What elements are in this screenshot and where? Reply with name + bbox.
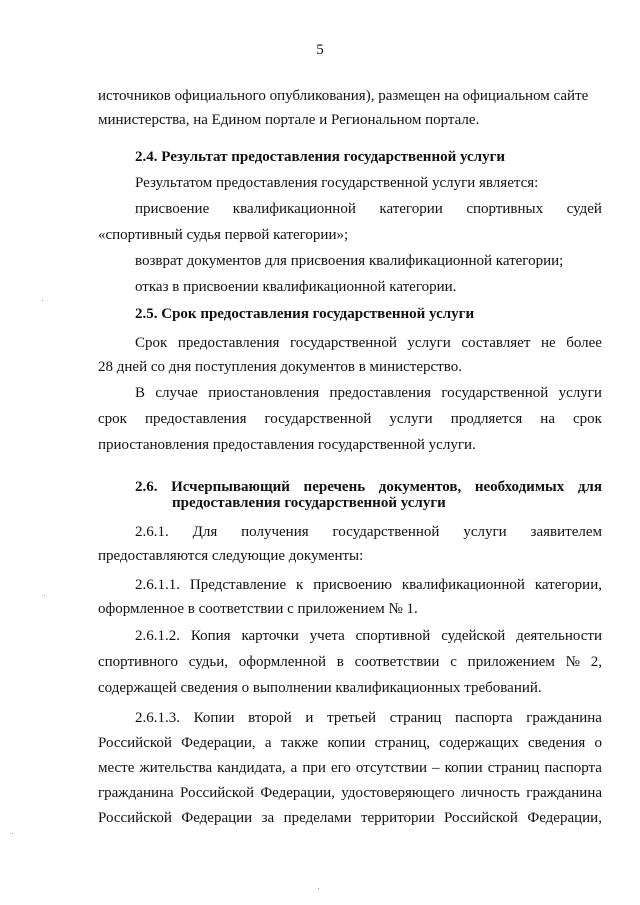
text-line-20 (135, 709, 602, 727)
word: копии (327, 735, 366, 751)
word: удостоверяющего (341, 785, 455, 801)
word: с (450, 654, 457, 670)
word: страниц, (374, 735, 430, 751)
word: 2.6.1. (135, 524, 169, 540)
word: Российской (98, 735, 172, 751)
word: страниц (487, 760, 540, 776)
text-line-15 (135, 576, 602, 594)
section-heading-2-4: 2.4. Результат предоставления государственной услуги (135, 149, 506, 165)
word: составляет (461, 335, 531, 351)
word: присвоение (135, 201, 210, 217)
word: деятельности (516, 628, 602, 644)
text-line-13 (135, 523, 602, 541)
word: соответствии (354, 654, 440, 670)
word: паспорта (544, 760, 602, 776)
word: копии (444, 760, 483, 776)
word: приложением (467, 654, 555, 670)
word: спортивного (98, 654, 178, 670)
word: квалификационной (401, 577, 525, 593)
word: Федерации (181, 810, 253, 826)
word: Представление (189, 577, 287, 593)
word: 2.6.1.1. (135, 577, 180, 593)
word: 2, (590, 654, 602, 670)
word: присвоению (313, 577, 392, 593)
word: Российской (444, 810, 518, 826)
word: пределами (283, 810, 352, 826)
word: Российской (180, 785, 254, 801)
word: паспорта (455, 710, 513, 726)
word: государственной (289, 335, 397, 351)
word: также (280, 735, 319, 751)
word: предоставления (144, 411, 247, 427)
word: гражданина (526, 785, 602, 801)
word: судейской (441, 628, 506, 644)
scan-speck (44, 595, 45, 596)
word: гражданина (526, 710, 602, 726)
text-line-8 (135, 334, 602, 352)
word: личность (460, 785, 520, 801)
scan-speck (12, 833, 13, 834)
text-line-23 (98, 784, 602, 802)
word: о (594, 735, 602, 751)
word: Федерации, (260, 785, 335, 801)
word: предоставления (177, 335, 280, 351)
word: отсутствии (355, 760, 427, 776)
section-heading-2-6-continued: предоставления государственной услуги (172, 495, 446, 511)
word: необходимых (474, 479, 565, 495)
word: месте (98, 760, 135, 776)
section-heading-2-5: 2.5. Срок предоставления государственной услуги (135, 306, 475, 322)
word: его (330, 760, 351, 776)
word: – (432, 760, 440, 776)
text-line-4 (135, 200, 602, 218)
page-number: 5 (316, 42, 324, 58)
word: на (540, 411, 555, 427)
word: и (305, 710, 314, 726)
text-line-5: «спортивный судья первой категории»; (98, 227, 349, 243)
word: услуги (407, 335, 451, 351)
word: Копии (193, 710, 235, 726)
word: Для (192, 524, 218, 540)
word: категории, (534, 577, 602, 593)
word: судьи, (188, 654, 229, 670)
word: более (566, 335, 602, 351)
text-line-21 (98, 734, 602, 752)
word: спортивных (466, 201, 544, 217)
text-line-16: оформленное в соответствии с приложением № 1. (98, 601, 418, 617)
word: спортивной (355, 628, 431, 644)
word: документов, (378, 479, 462, 495)
word: содержащих (439, 735, 519, 751)
word: перечень (303, 479, 366, 495)
text-line-19: содержащей сведения о выполнении квалификационных требований. (98, 680, 542, 696)
text-line-7: отказ в присвоении квалификационной категории. (135, 279, 457, 295)
word: получения (241, 524, 309, 540)
word: к (296, 577, 304, 593)
word: 2.6.1.3. (135, 710, 180, 726)
word: жительства (139, 760, 213, 776)
text-line-1: источников официального опубликования), размещен на официальном сайте (98, 88, 589, 104)
word: услуги (558, 385, 602, 401)
text-line-9: 28 дней со дня поступления документов в министерство. (98, 359, 462, 375)
word: за (261, 810, 275, 826)
word: страниц (389, 710, 442, 726)
word: предоставления (329, 385, 432, 401)
word: случае (155, 385, 198, 401)
word: услуги (463, 524, 507, 540)
text-line-18 (98, 653, 602, 671)
word: кандидата, (217, 760, 286, 776)
word: № (565, 654, 580, 670)
word: Федерации, (181, 735, 256, 751)
text-line-17 (135, 627, 602, 645)
word: продляется (450, 411, 523, 427)
text-line-2: министерства, на Едином портале и Региональном портале. (98, 112, 480, 128)
text-line-22 (98, 759, 602, 777)
word: услуги (389, 411, 433, 427)
word: 2.6. (135, 479, 158, 495)
word: при (302, 760, 326, 776)
word: государственной (332, 524, 440, 540)
word: второй (248, 710, 292, 726)
scan-speck (42, 300, 43, 301)
text-line-24 (98, 809, 602, 827)
scan-speck (318, 888, 319, 889)
word: срок (98, 411, 127, 427)
word: в (336, 654, 344, 670)
word: судей (566, 201, 602, 217)
word: срок (572, 411, 602, 427)
word: оформленной (238, 654, 327, 670)
text-line-3: Результатом предоставления государственной услуги является: (135, 175, 539, 191)
word: а (290, 760, 298, 776)
text-line-12: приостановления предоставления государственной услуги. (98, 437, 476, 453)
text-line-14: предоставляются следующие документы: (98, 548, 364, 564)
word: Исчерпывающий (171, 479, 290, 495)
word: 2.6.1.2. (135, 628, 180, 644)
word: карточки (241, 628, 299, 644)
word: учета (309, 628, 345, 644)
word: В (135, 385, 146, 401)
text-line-10 (135, 384, 602, 402)
word: Российской (98, 810, 172, 826)
word: квалификационной (232, 201, 356, 217)
word: Копия (190, 628, 231, 644)
text-line-6: возврат документов для присвоения квалификационной категории; (135, 253, 564, 269)
word: сведения (527, 735, 586, 751)
word: категории (379, 201, 443, 217)
word: заявителем (530, 524, 602, 540)
text-line-11 (98, 410, 602, 428)
word: Срок (135, 335, 168, 351)
word: гражданина (98, 785, 174, 801)
word: Федерации, (527, 810, 602, 826)
word: а (264, 735, 272, 751)
word: государственной (441, 385, 549, 401)
word: приостановления (208, 385, 320, 401)
word: не (540, 335, 556, 351)
word: территории (360, 810, 435, 826)
word: третьей (327, 710, 377, 726)
word: государственной (264, 411, 372, 427)
word: для (577, 479, 602, 495)
